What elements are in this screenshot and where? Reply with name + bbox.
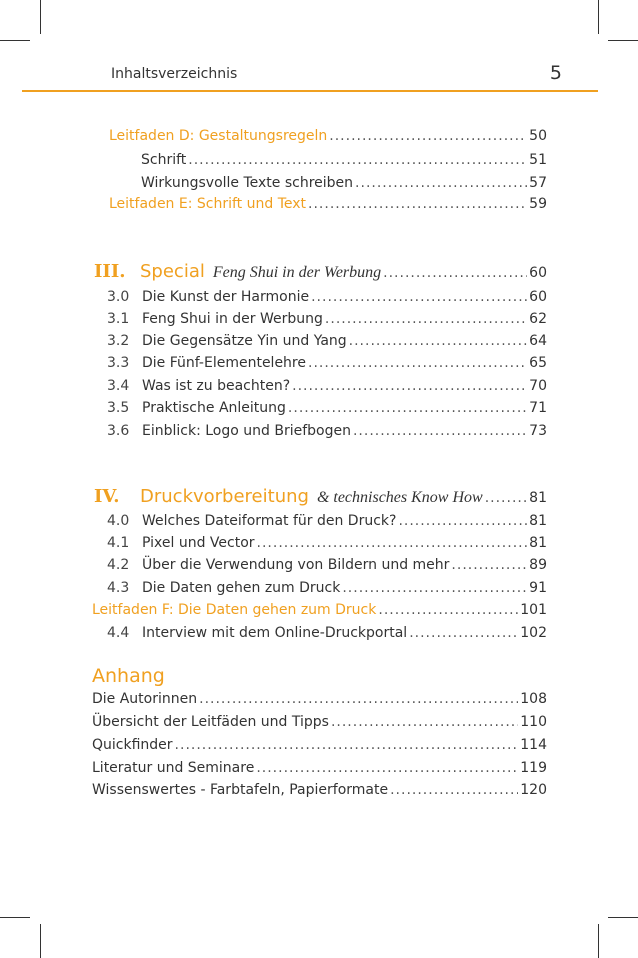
leader-dots	[175, 737, 519, 753]
toc-entry-number: 3.4	[107, 378, 130, 394]
leader-dots	[353, 423, 527, 439]
toc-entry-title: Über die Verwendung von Bildern und mehr	[142, 557, 450, 573]
toc-entry-page: 50	[529, 128, 547, 144]
toc-entry-page: 59	[529, 196, 547, 212]
leader-dots	[409, 625, 518, 641]
leader-dots	[256, 760, 518, 776]
toc-entry[interactable]	[107, 535, 547, 551]
toc-entry-title: Die Fünf-Elementelehre	[142, 355, 306, 371]
crop-mark	[40, 0, 41, 34]
toc-entry-number: 4.0	[107, 513, 130, 529]
toc-entry[interactable]	[107, 311, 547, 327]
toc-entry-number: 3.6	[107, 423, 130, 439]
leader-dots	[349, 333, 528, 349]
toc-entry-page: 108	[520, 691, 547, 707]
anhang-heading: Anhang	[92, 665, 165, 687]
toc-entry[interactable]	[141, 175, 547, 191]
leader-dots	[355, 175, 527, 191]
crop-mark	[0, 917, 30, 918]
toc-entry-page: 70	[529, 378, 547, 394]
toc-entry[interactable]	[107, 580, 547, 596]
toc-entry-number: 4.4	[107, 625, 130, 641]
toc-entry-title: Die Daten gehen zum Druck	[142, 580, 341, 596]
toc-entry-title: Die Gegensätze Yin und Yang	[142, 333, 347, 349]
toc-entry-page: 114	[520, 737, 547, 753]
toc-entry-number: 3.5	[107, 400, 130, 416]
toc-entry-title: Pixel und Vector	[142, 535, 255, 551]
toc-entry-page: 57	[529, 175, 547, 191]
toc-entry[interactable]	[107, 513, 547, 529]
toc-entry[interactable]	[141, 152, 547, 168]
toc-entry-title: Leitfaden F: Die Daten gehen zum Druck	[92, 602, 377, 618]
toc-entry-title: Literatur und Seminare	[92, 760, 255, 776]
section-title: Druckvorbereitung	[140, 486, 309, 507]
toc-entry-page: 71	[529, 400, 547, 416]
toc-entry-number: 3.0	[107, 289, 130, 305]
toc-entry-title: Übersicht der Leitfäden und Tipps	[92, 714, 329, 730]
leader-dots	[390, 782, 518, 798]
crop-mark	[40, 924, 41, 958]
toc-entry[interactable]	[107, 289, 547, 305]
leader-dots	[383, 265, 527, 281]
toc-entry[interactable]	[107, 378, 547, 394]
toc-entry[interactable]	[107, 355, 547, 371]
toc-entry[interactable]	[92, 760, 547, 776]
leader-dots	[451, 557, 527, 573]
toc-entry[interactable]	[92, 602, 547, 618]
toc-entry-page: 73	[529, 423, 547, 439]
leader-dots	[199, 691, 518, 707]
header-rule	[22, 90, 598, 92]
toc-entry-number: 4.2	[107, 557, 130, 573]
toc-entry-page: 120	[520, 782, 547, 798]
toc-entry[interactable]	[92, 714, 547, 730]
toc-entry-page: 81	[529, 513, 547, 529]
page-number: 5	[549, 62, 562, 84]
leader-dots	[378, 602, 518, 618]
crop-mark	[0, 40, 30, 41]
toc-entry-number: 3.2	[107, 333, 130, 349]
toc-entry[interactable]	[107, 625, 547, 641]
section-heading[interactable]	[94, 486, 547, 507]
toc-entry-title: Leitfaden E: Schrift und Text	[109, 196, 307, 212]
toc-entry-page: 81	[529, 535, 547, 551]
toc-entry[interactable]	[107, 423, 547, 439]
toc-entry-title: Welches Dateiformat für den Druck?	[142, 513, 397, 529]
toc-entry[interactable]	[107, 333, 547, 349]
toc-entry-page: 64	[529, 333, 547, 349]
toc-entry-page: 60	[529, 289, 547, 305]
leader-dots	[292, 378, 527, 394]
toc-entry-title: Praktische Anleitung	[142, 400, 286, 416]
toc-entry-number: 4.1	[107, 535, 130, 551]
toc-entry-title: Die Kunst der Harmonie	[142, 289, 310, 305]
leader-dots	[325, 311, 527, 327]
toc-entry-page: 101	[520, 602, 547, 618]
section-page: 60	[529, 265, 547, 281]
toc-entry-page: 62	[529, 311, 547, 327]
crop-mark	[598, 924, 599, 958]
toc-entry-title: Schrift	[141, 152, 187, 168]
toc-entry-title: Was ist zu beachten?	[142, 378, 291, 394]
leader-dots	[308, 355, 527, 371]
section-heading[interactable]	[94, 261, 547, 282]
toc-entry-page: 65	[529, 355, 547, 371]
crop-mark	[608, 40, 638, 41]
toc-entry[interactable]	[92, 737, 547, 753]
toc-entry[interactable]	[92, 782, 547, 798]
toc-entry-page: 110	[520, 714, 547, 730]
leader-dots	[257, 535, 528, 551]
crop-mark	[598, 0, 599, 34]
toc-entry[interactable]	[107, 557, 547, 573]
section-subtitle: & technisches Know How	[316, 489, 483, 506]
toc-entry[interactable]	[92, 691, 547, 707]
leader-dots	[485, 490, 527, 506]
toc-entry-title: Interview mit dem Online-Druckportal	[142, 625, 408, 641]
toc-entry-title: Feng Shui in der Werbung	[142, 311, 323, 327]
toc-entry-page: 119	[520, 760, 547, 776]
leader-dots	[188, 152, 527, 168]
toc-entry[interactable]	[107, 400, 547, 416]
toc-entry-page: 89	[529, 557, 547, 573]
crop-mark	[608, 917, 638, 918]
section-subtitle: Feng Shui in der Werbung	[212, 264, 382, 281]
toc-entry-title: Wirkungsvolle Texte schreiben	[141, 175, 354, 191]
toc-entry[interactable]	[109, 128, 547, 144]
section-title: Special	[140, 261, 205, 282]
toc-entry-number: 3.3	[107, 355, 130, 371]
leader-dots	[342, 580, 527, 596]
leader-dots	[329, 128, 527, 144]
toc-entry-title: Leitfaden D: Gestaltungsregeln	[109, 128, 328, 144]
leader-dots	[308, 196, 527, 212]
section-number: III.	[94, 261, 126, 282]
toc-entry-title: Einblick: Logo und Briefbogen	[142, 423, 351, 439]
toc-entry-title: Die Autorinnen	[92, 691, 198, 707]
leader-dots	[288, 400, 527, 416]
toc-entry-page: 102	[520, 625, 547, 641]
toc-entry-title: Wissenswertes - Farbtafeln, Papierformate	[92, 782, 389, 798]
leader-dots	[311, 289, 527, 305]
toc-entry-page: 51	[529, 152, 547, 168]
toc-entry-title: Quickfinder	[92, 737, 173, 753]
leader-dots	[331, 714, 518, 730]
toc-entry-number: 4.3	[107, 580, 130, 596]
leader-dots	[398, 513, 527, 529]
toc-entry[interactable]	[109, 196, 547, 212]
section-number: IV.	[94, 486, 120, 507]
toc-entry-number: 3.1	[107, 311, 130, 327]
toc-entry-page: 91	[529, 580, 547, 596]
running-header-title: Inhaltsverzeichnis	[111, 66, 238, 82]
section-page: 81	[529, 490, 547, 506]
